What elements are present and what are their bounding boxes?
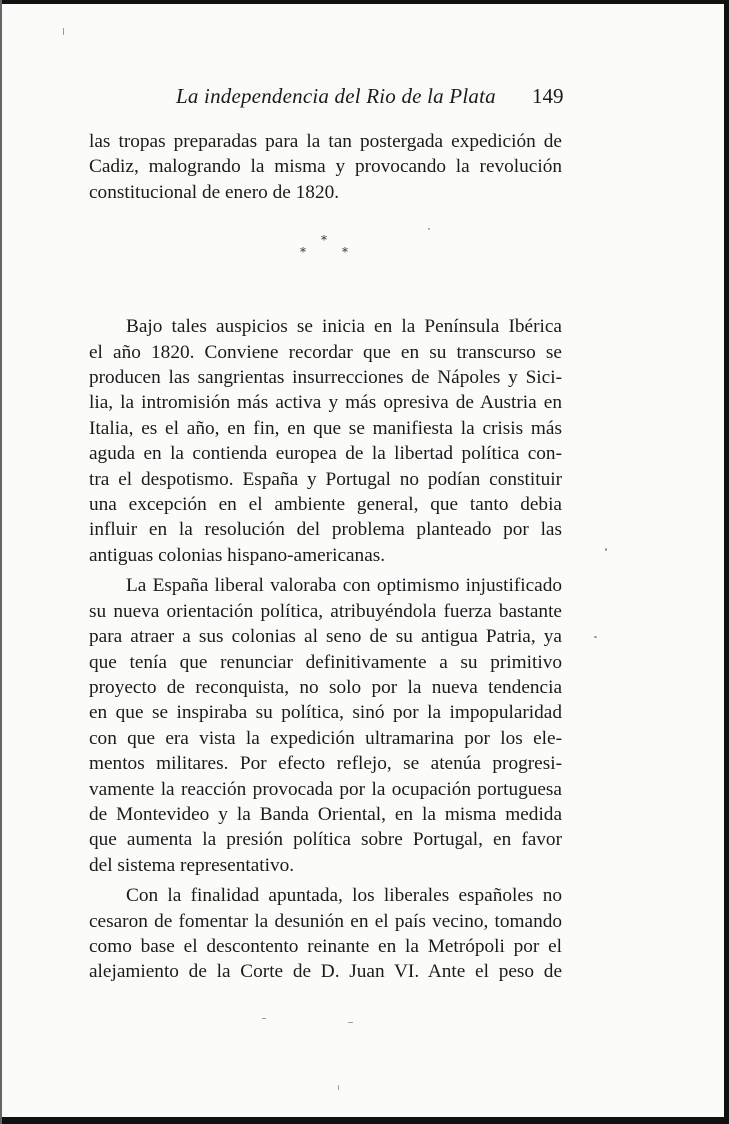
text-line: Cadiz, malogrando la misma y provocando la revolución	[89, 156, 562, 178]
scan-border-top	[0, 0, 729, 4]
text-line: La España liberal valoraba con optimismo injustificado	[126, 575, 562, 597]
text-line: Con la finalidad apuntada, los liberales españoles no	[126, 885, 562, 907]
text-line: vamente la reacción provocada por la ocupación portuguesa	[89, 778, 562, 800]
text-line: que aumenta la presión política sobre Portugal, en favor	[89, 829, 562, 851]
scan-speck	[63, 28, 64, 35]
scan-speck	[262, 1018, 266, 1019]
paragraph	[89, 573, 562, 878]
text-line: para atraer a sus colonias al seno de su antigua Patria, ya	[89, 626, 562, 648]
running-title: La independencia del Rio de la Plata	[176, 84, 496, 108]
text-line: influir en la resolución del problema planteado por las	[89, 519, 562, 541]
body-text	[89, 129, 562, 985]
text-line: del sistema representativo.	[89, 854, 295, 876]
text-line: tra el despotismo. España y Portugal no podían constituir	[89, 468, 562, 490]
paragraph	[89, 883, 562, 985]
text-line: alejamiento de la Corte de D. Juan VI. Ante el peso de	[89, 961, 562, 983]
text-line: antiguas colonias hispano-americanas.	[89, 544, 386, 566]
scan-speck	[338, 1085, 339, 1090]
scan-border-bottom	[0, 1117, 729, 1124]
text-line: una excepción en el ambiente general, que tanto debia	[89, 494, 562, 516]
text-line: lia, la intromisión más activa y más opresiva de Austria en	[89, 392, 562, 414]
text-line: como base el descontento reinante en la Metrópoli por el	[89, 935, 562, 957]
text-line: con que era vista la expedición ultramarina por los ele-	[89, 727, 562, 749]
page-number: 149	[532, 84, 564, 108]
text-line: constitucional de enero de 1820.	[89, 181, 340, 203]
text-line: aguda en la contienda europea de la libertad política con-	[89, 443, 562, 465]
text-line: que tenía que renunciar definitivamente a su primitivo	[89, 651, 562, 673]
scan-border-right	[724, 0, 729, 1124]
text-line: proyecto de reconquista, no solo por la nueva tendencia	[89, 676, 562, 698]
text-line: de Montevideo y la Banda Oriental, en la misma medida	[89, 803, 562, 825]
scan-speck	[428, 228, 430, 230]
text-line: las tropas preparadas para la tan postergada expedición de	[89, 131, 562, 152]
scan-speck	[348, 1022, 353, 1023]
asterisk: *	[300, 245, 306, 259]
text-line: mentos militares. Por efecto reflejo, se atenúa progresi-	[89, 753, 562, 775]
text-line: cesaron de fomentar la desunión en el país vecino, tomando	[89, 910, 562, 932]
text-line: Bajo tales auspicios se inicia en la Península Ibérica	[126, 316, 562, 338]
paragraph	[89, 314, 562, 568]
text-line: en que se inspiraba su política, sinó por la impopularidad	[89, 702, 562, 724]
paragraph	[89, 129, 562, 205]
text-line: Italia, es el año, en fin, en que se manifiesta la crisis más	[89, 417, 562, 439]
asterisk: *	[321, 233, 327, 247]
scan-speck	[605, 548, 607, 551]
scan-border-left	[0, 0, 2, 1124]
asterisk: *	[342, 245, 348, 259]
text-line: producen las sangrientas insurrecciones de Nápoles y Sici-	[89, 367, 562, 389]
scan-speck	[594, 636, 597, 638]
text-line: su nueva orientación política, atribuyéndola fuerza bastante	[89, 600, 562, 622]
text-line: el año 1820. Conviene recordar que en su transcurso se	[89, 341, 562, 363]
